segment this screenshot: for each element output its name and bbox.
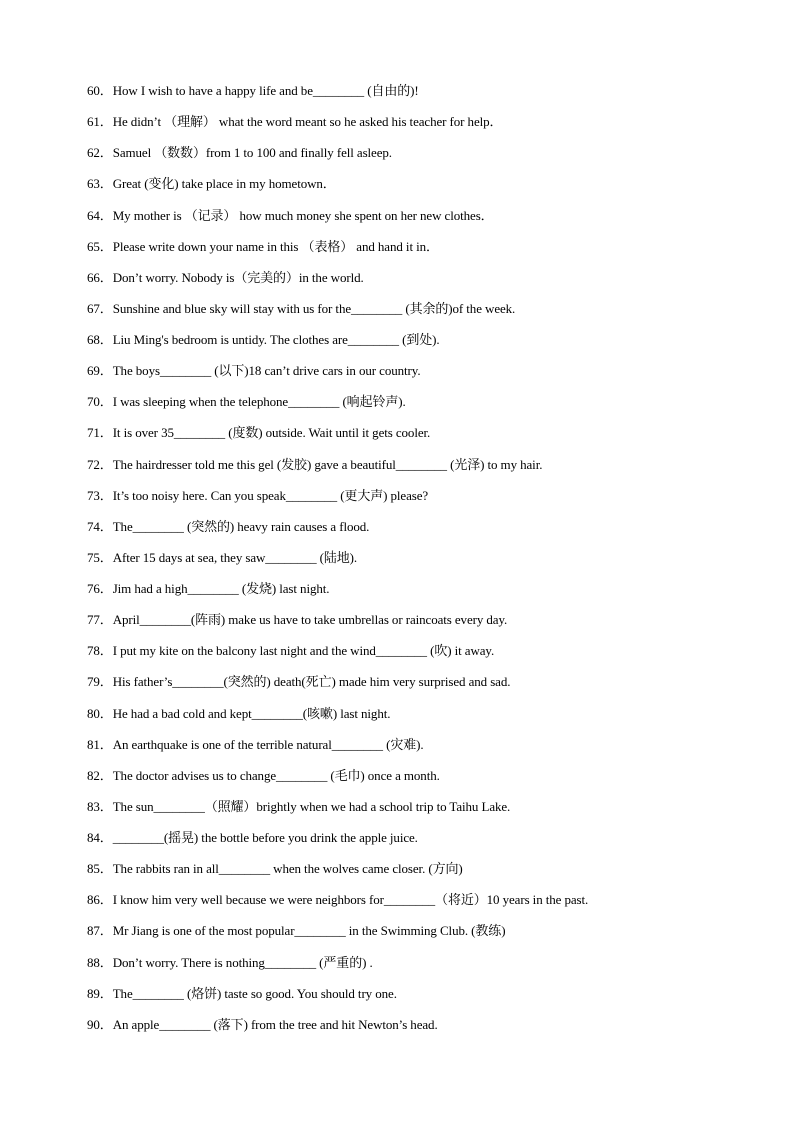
question-number: 80． xyxy=(87,705,113,721)
question-text: ________(摇晃) the bottle before you drink the apple juice. xyxy=(112,830,418,845)
question-number: 66． xyxy=(87,269,113,285)
question-number: 70． xyxy=(87,394,113,410)
question-text: The boys________ (以下)18 can’t drive cars in our country. xyxy=(112,363,421,379)
question-number: 63． xyxy=(87,176,113,192)
question-text: My mother is （记录） how much money she spent on her new clothes． xyxy=(112,207,494,223)
question-item xyxy=(87,952,767,983)
question-text: Please write down your name in this （表格） and hand it in． xyxy=(112,238,439,254)
question-number: 85． xyxy=(87,861,113,877)
question-number: 75． xyxy=(87,549,113,565)
question-number: 65． xyxy=(87,238,113,254)
question-text: The sun________（照耀）brightly when we had a school trip to Taihu Lake. xyxy=(112,798,511,814)
question-number: 73． xyxy=(87,487,113,503)
question-number: 83． xyxy=(87,798,113,814)
question-text: Don’t worry. Nobody is（完美的）in the world. xyxy=(112,269,364,285)
question-text: His father’s________(突然的) death(死亡) made him very surprised and sad. xyxy=(112,674,511,690)
question-text: I know him very well because we were neighbors for________（将近）10 years in the past. xyxy=(112,892,589,908)
question-item xyxy=(87,142,767,173)
question-number: 76． xyxy=(87,581,113,596)
question-number: 71． xyxy=(87,425,113,441)
question-item xyxy=(87,516,767,547)
question-item xyxy=(87,889,767,920)
question-text: The________ (烙饼) taste so good. You should try one. xyxy=(112,985,397,1001)
question-text: He didn’t （理解） what the word meant so he asked his teacher for help． xyxy=(112,114,503,130)
question-number: 64． xyxy=(87,207,113,223)
question-number: 89． xyxy=(87,985,113,1001)
question-number: 78． xyxy=(87,643,113,659)
question-item xyxy=(87,329,767,360)
question-number: 67． xyxy=(87,300,113,316)
question-text: The hairdresser told me this gel (发胶) gave a beautiful________ (光泽) to my hair. xyxy=(112,456,543,472)
question-item xyxy=(87,983,767,1014)
question-item xyxy=(87,80,767,111)
question-item xyxy=(87,547,767,578)
question-number: 74． xyxy=(87,518,113,534)
question-list xyxy=(87,80,767,1045)
question-number: 68． xyxy=(87,332,113,347)
question-text: I was sleeping when the telephone________ (响起铃声). xyxy=(112,394,406,410)
question-text: Don’t worry. There is nothing________ (严重的) . xyxy=(112,954,373,970)
question-item xyxy=(87,422,767,453)
question-text: I put my kite on the balcony last night and the wind________ (吹) it away. xyxy=(112,643,495,659)
question-number: 62． xyxy=(87,145,113,161)
question-item xyxy=(87,640,767,671)
question-item xyxy=(87,827,767,858)
question-item xyxy=(87,703,767,734)
question-text: He had a bad cold and kept________(咳嗽) last night. xyxy=(112,705,391,721)
question-number: 72． xyxy=(87,456,113,472)
question-number: 82． xyxy=(87,767,113,783)
question-number: 88． xyxy=(87,954,113,970)
question-text: The doctor advises us to change________ (毛巾) once a month. xyxy=(112,767,440,783)
question-number: 87． xyxy=(87,923,113,939)
question-item xyxy=(87,111,767,142)
question-text: It’s too noisy here. Can you speak________ (更大声) please? xyxy=(112,487,429,503)
question-number: 79． xyxy=(87,674,113,690)
question-text: An earthquake is one of the terrible natural________ (灾难). xyxy=(112,736,424,752)
question-text: April________(阵雨) make us have to take umbrellas or raincoats every day. xyxy=(112,612,508,628)
question-number: 81． xyxy=(87,736,113,752)
question-text: It is over 35________ (度数) outside. Wait until it gets cooler. xyxy=(112,425,431,441)
question-number: 60． xyxy=(87,83,113,98)
question-item xyxy=(87,920,767,951)
question-text: Sunshine and blue sky will stay with us for the________ (其余的)of the week. xyxy=(112,300,516,316)
question-item xyxy=(87,205,767,236)
question-text: Great (变化) take place in my hometown． xyxy=(112,176,336,192)
question-item xyxy=(87,267,767,298)
question-number: 84． xyxy=(87,830,113,845)
question-item xyxy=(87,609,767,640)
question-text: After 15 days at sea, they saw________ (陆地). xyxy=(112,549,358,565)
question-item xyxy=(87,298,767,329)
question-text: An apple________ (落下) from the tree and hit Newton’s head. xyxy=(112,1016,438,1032)
question-number: 77． xyxy=(87,612,113,628)
question-text: The rabbits ran in all________ when the wolves came closer. (方向) xyxy=(112,861,463,877)
question-item xyxy=(87,485,767,516)
question-item xyxy=(87,360,767,391)
question-text: Jim had a high________ (发烧) last night. xyxy=(112,581,330,596)
question-item xyxy=(87,578,767,609)
question-item xyxy=(87,391,767,422)
question-item xyxy=(87,454,767,485)
question-item xyxy=(87,173,767,204)
question-item xyxy=(87,858,767,889)
question-text: Mr Jiang is one of the most popular________ in the Swimming Club. (教练) xyxy=(112,923,506,939)
question-text: The________ (突然的) heavy rain causes a flood. xyxy=(112,518,370,534)
question-item xyxy=(87,1014,767,1045)
question-text: Liu Ming's bedroom is untidy. The clothes are________ (到处). xyxy=(112,332,440,347)
question-item xyxy=(87,734,767,765)
question-item xyxy=(87,671,767,702)
question-number: 90． xyxy=(87,1016,113,1032)
question-item xyxy=(87,765,767,796)
question-text: Samuel （数数）from 1 to 100 and finally fell asleep. xyxy=(112,145,392,161)
question-text: How I wish to have a happy life and be________ (自由的)! xyxy=(112,83,419,98)
question-number: 86． xyxy=(87,892,113,908)
question-item xyxy=(87,796,767,827)
question-number: 69． xyxy=(87,363,113,379)
question-item xyxy=(87,236,767,267)
question-number: 61． xyxy=(87,114,113,130)
